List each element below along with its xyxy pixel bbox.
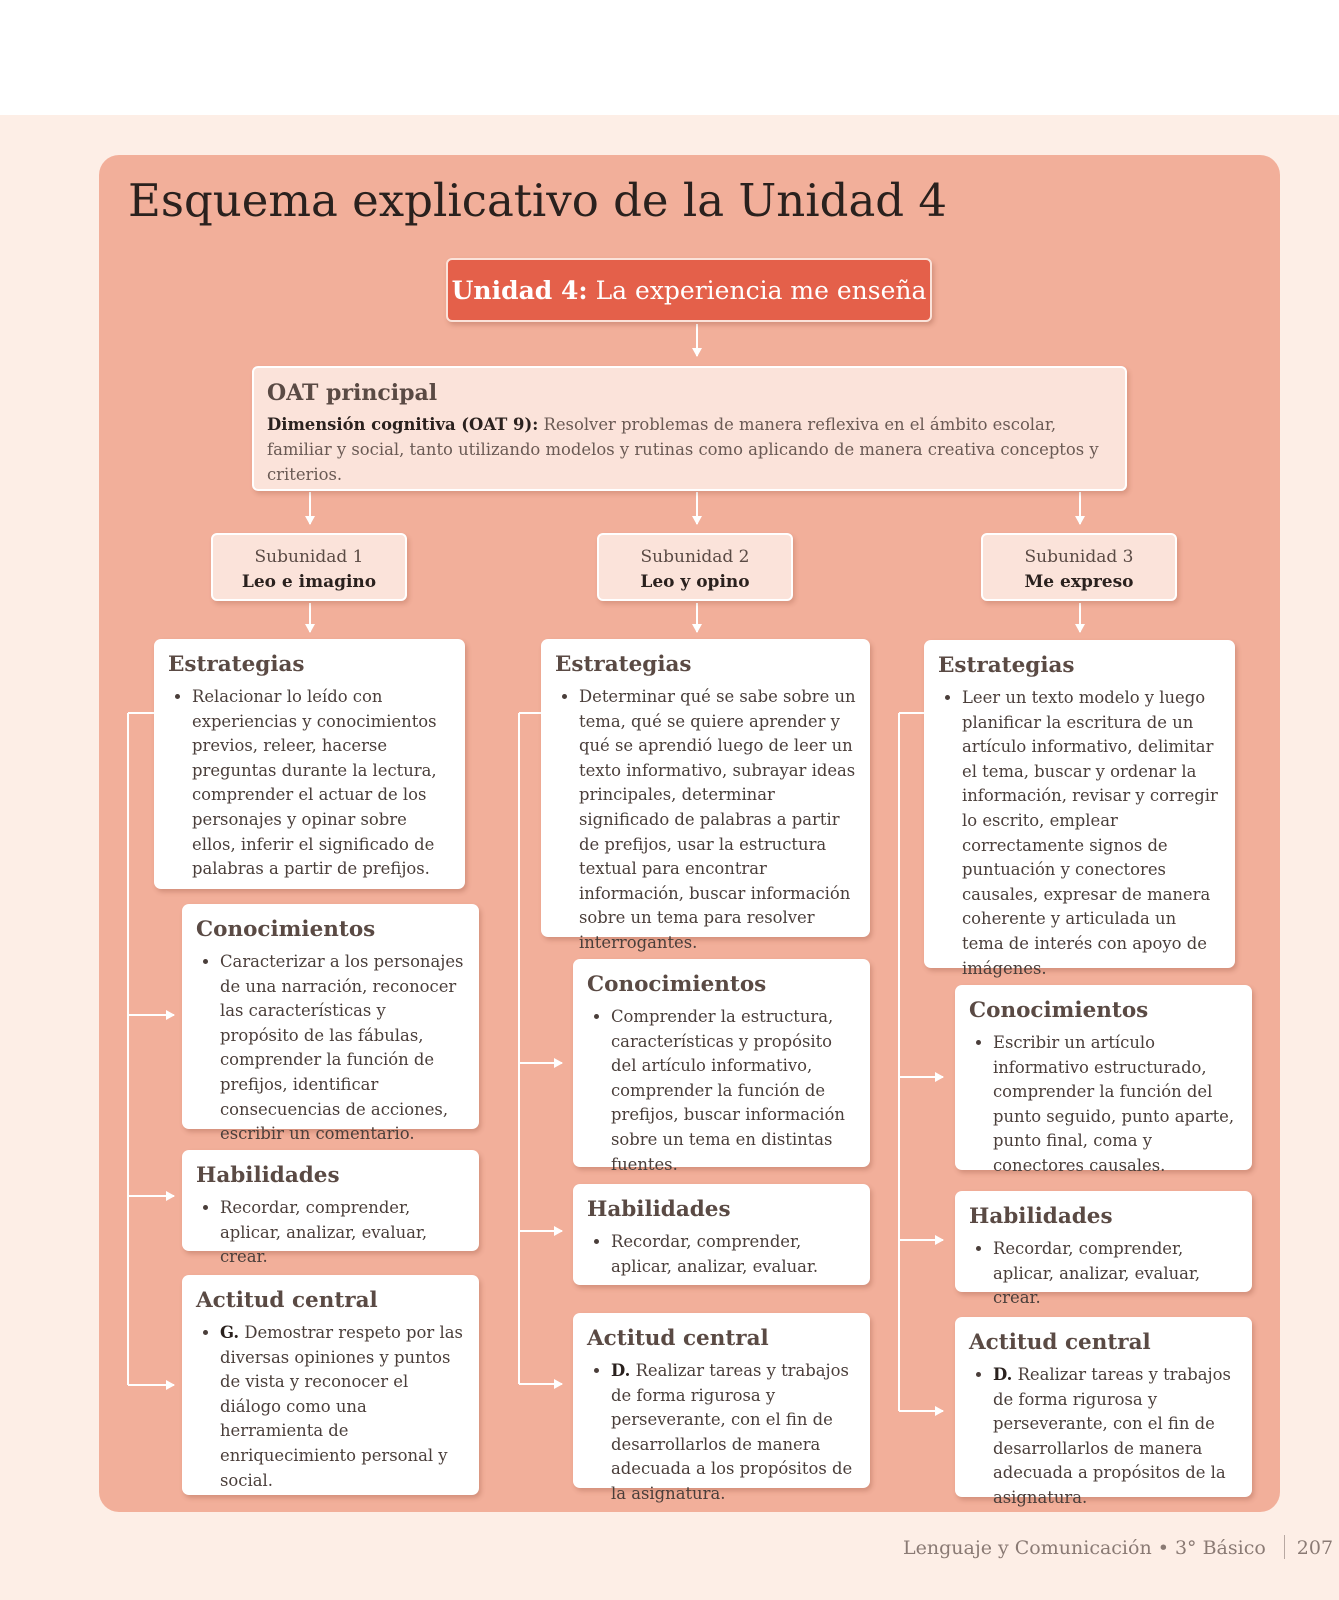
- subunit-1-habilidades-card: [182, 1150, 479, 1267]
- subunit-1-box: [211, 533, 407, 601]
- subunit-3-conocimientos-card: [955, 985, 1252, 1175]
- footer-subject: Lenguaje y Comunicación • 3° Básico: [903, 1537, 1266, 1559]
- unit-name: La experiencia me enseña: [595, 275, 927, 305]
- actitud-letter: G.: [220, 1323, 240, 1342]
- subunit-1-number: Subunidad 1: [254, 547, 364, 567]
- card-bullet: • Leer un texto modelo y luego planificar la escritura de un artículo informativo, delimitar el tema, buscar y ordenar la información, revisar y corregir lo escrito, emplear correctamente signos de puntuación y conectores causales, expresar de manera coherente y articulada un tema de interés con apoyo de imágenes.: [962, 686, 1221, 981]
- card-bullet: • Comprender la estructura, características y propósito del artículo informativo, comprender la función de prefijos, buscar información sobre un tema en distintas fuentes.: [611, 1005, 856, 1177]
- card-title: Actitud central: [969, 1330, 1151, 1355]
- page-title: Esquema explicativo de la Unidad 4: [128, 174, 948, 227]
- unit-label: Unidad 4:: [451, 275, 588, 305]
- page-number: 207: [1296, 1537, 1334, 1559]
- card-bullet: • Recordar, comprender, aplicar, analizar, evaluar.: [611, 1230, 856, 1279]
- subunit-3-estrategias-card: [924, 640, 1235, 978]
- card-title: Conocimientos: [969, 998, 1149, 1023]
- card-title: Habilidades: [587, 1197, 731, 1222]
- card-bullet: • Escribir un artículo informativo estructurado, comprender la función del punto seguido, punto aparte, punto final, coma y conectores causales.: [993, 1031, 1238, 1179]
- unit-box: [446, 258, 932, 322]
- oat-text: [267, 412, 1113, 487]
- subunit-3-box: [981, 533, 1177, 601]
- actitud-letter: D.: [993, 1365, 1013, 1384]
- card-bullet: • Recordar, comprender, aplicar, analizar, evaluar, crear.: [993, 1237, 1238, 1311]
- card-bullet: • Determinar qué se sabe sobre un tema, qué se quiere aprender y qué se aprendió luego de leer un texto informativo, subrayar ideas principales, determinar significado de palabras a partir de prefijos, usar la estructura textual para encontrar información, buscar información sobre un tema para resolver interrogantes.: [579, 685, 856, 956]
- subunit-1-estrategias-card: [154, 639, 465, 889]
- card-title: Actitud central: [196, 1288, 378, 1313]
- card-title: Habilidades: [196, 1163, 340, 1188]
- card-title: Estrategias: [168, 652, 305, 677]
- subunit-3-number: Subunidad 3: [1024, 547, 1134, 567]
- actitud-text: Demostrar respeto por las diversas opiniones y puntos de vista y reconocer el diálogo como una herramienta de enriquecimiento personal y social.: [220, 1323, 463, 1490]
- oat-dimension: Dimensión cognitiva (OAT 9):: [267, 415, 539, 434]
- oat-description: Resolver problemas de manera reflexiva en el ámbito escolar, familiar y social, tanto utilizando modelos y rutinas como aplicando de manera creativa conceptos y criterios.: [267, 415, 1099, 484]
- oat-box: [252, 366, 1127, 491]
- actitud-letter: D.: [611, 1361, 631, 1380]
- subunit-2-conocimientos-card: [573, 959, 870, 1174]
- card-title: Habilidades: [969, 1204, 1113, 1229]
- oat-title: OAT principal: [267, 380, 438, 406]
- card-title: Estrategias: [555, 652, 692, 677]
- card-bullet: [611, 1359, 856, 1507]
- actitud-text: Realizar tareas y trabajos de forma rigurosa y perseverante, con el fin de desarrollarlos de manera adecuada a propósitos de la asignatura.: [993, 1365, 1231, 1507]
- card-bullet: • Caracterizar a los personajes de una narración, reconocer las características y propósito de las fábulas, comprender la función de prefijos, identificar consecuencias de acciones, escribir un comentario.: [220, 950, 465, 1147]
- subunit-1-conocimientos-card: [182, 904, 479, 1144]
- subunit-1-name: Leo e imagino: [241, 572, 377, 592]
- subunit-2-name: Leo y opino: [640, 572, 750, 592]
- subunit-2-actitud-card: [573, 1313, 870, 1503]
- page-footer: [903, 1535, 1333, 1559]
- subunit-2-estrategias-card: [541, 639, 870, 952]
- subunit-2-habilidades-card: [573, 1184, 870, 1285]
- card-bullet: • Recordar, comprender, aplicar, analizar, evaluar, crear.: [220, 1196, 465, 1270]
- card-title: Conocimientos: [587, 972, 767, 997]
- card-title: Conocimientos: [196, 917, 376, 942]
- card-bullet: [220, 1321, 465, 1493]
- card-bullet: • Relacionar lo leído con experiencias y conocimientos previos, releer, hacerse preguntas durante la lectura, comprender el actuar de los personajes y opinar sobre ellos, inferir el significado de palabras a partir de prefijos.: [192, 685, 451, 882]
- card-title: Estrategias: [938, 653, 1075, 678]
- card-title: Actitud central: [587, 1326, 769, 1351]
- subunit-3-habilidades-card: [955, 1191, 1252, 1308]
- subunit-3-name: Me expreso: [1024, 572, 1134, 592]
- subunit-3-actitud-card: [955, 1317, 1252, 1507]
- subunit-1-actitud-card: [182, 1275, 479, 1495]
- subunit-2-box: [597, 533, 793, 601]
- footer-divider: [1284, 1535, 1285, 1559]
- subunit-2-number: Subunidad 2: [640, 547, 750, 567]
- actitud-text: Realizar tareas y trabajos de forma rigurosa y perseverante, con el fin de desarrollarlos de manera adecuada a los propósitos de la asignatura.: [611, 1361, 853, 1503]
- card-bullet: [993, 1363, 1238, 1511]
